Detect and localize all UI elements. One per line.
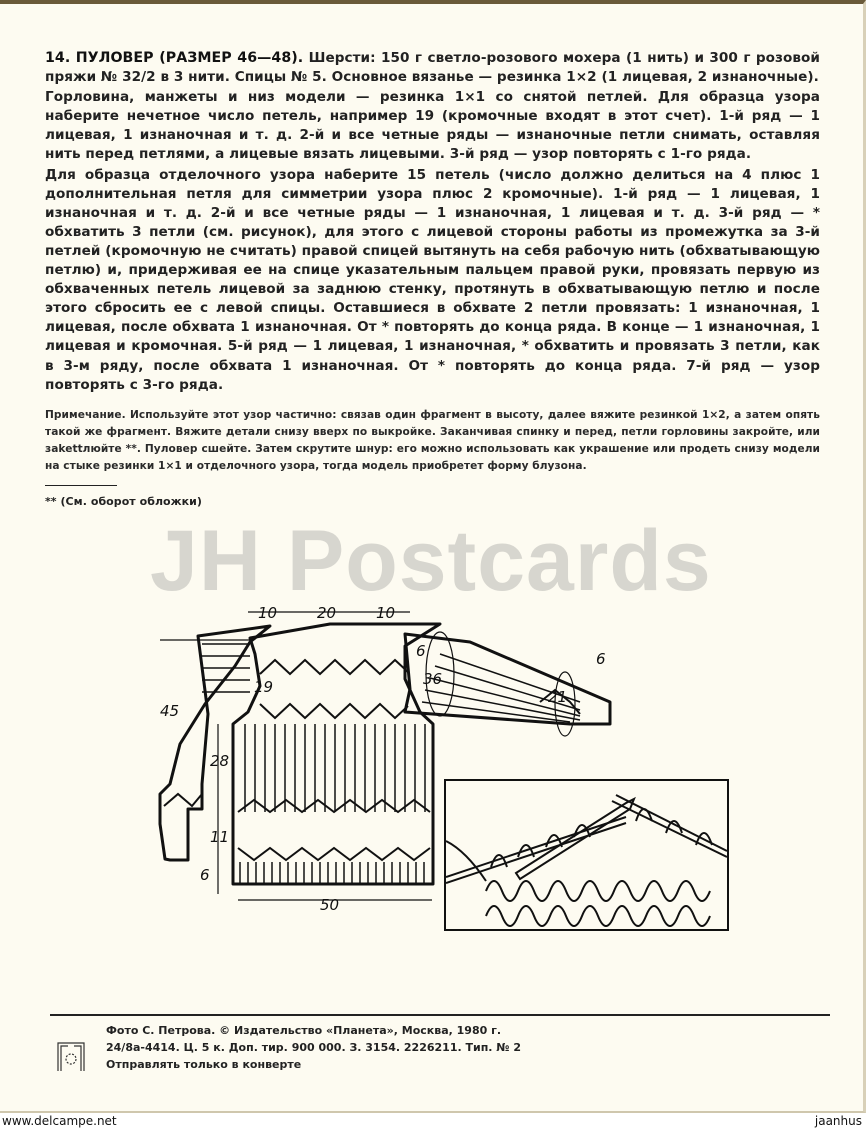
paragraph-rib-pattern: Горловина, манжеты и низ модели — резинка 1×1 со снятой петлей. Для образца узора наберите нечетное число петель, например 19 (кромочные входят в этот счет). 1-й ряд — 1 лицевая, 1 изнаночная и т. д. 2-й и все четные ряды — изнаночные петли снимать, оставляя нить перед петлями, а лицевые вязать лицевыми. 3-й ряд — узор повторять с 1-го ряда. — [45, 89, 820, 163]
footnote: ** (См. оборот обложки) — [45, 495, 203, 509]
pattern-number: 14. — [45, 50, 71, 66]
imprint-line-2: 24/8а-4414. Ц. 5 к. Доп. тир. 900 000. З. 3154. 2226211. Тип. № 2 — [106, 1041, 522, 1054]
dim-shoulder-right: 10 — [376, 604, 396, 622]
dim-cuff: 6 — [596, 650, 606, 668]
dim-hem-rib: 6 — [200, 866, 210, 884]
seller-name: jaanhus — [814, 1114, 862, 1128]
publisher-logo-icon — [56, 1039, 86, 1071]
knitting-needles-illustration — [446, 781, 727, 929]
paragraph-materials — [45, 49, 820, 87]
dim-sleeve-length: 45 — [160, 702, 180, 720]
dim-body-length: 28 — [210, 752, 230, 770]
stitch-illustration — [444, 779, 729, 931]
publisher-imprint — [106, 1022, 521, 1073]
paragraph-trim-pattern: Для образца отделочного узора наберите 15 петель (число должно делиться на 4 плюс 1 дополнительная петля для симметрии узора плюс 2 кромочные). 1-й ряд — 1 лицевая, 1 изнаночная и т. д. 2-й и все четные ряды — 1 изнаночная, 1 лицевая и т. д. 3-й ряд — * обхватить 3 петли (см. рисунок), для этого с лицевой стороны работы из промежутка за 3-й петлей (кромочную не считать) правой спицей вытянуть на себя рабочую нить (обхватывающую петлю) и, придерживая ее на спице указательным пальцем правой руки, провязать первую из обхваченных петель лицевой за заднюю стенку, протянуть в обхватывающую петлю и после этого сбросить ее с левой спицы. Оставшиеся в обхвате 2 петли провязать: 1 изнаночная, 1 лицевая, после обхвата 1 изнаночная. От * повторять до конца ряда. В конце — 1 изнаночная, 1 лицевая и кромочная. 5-й ряд — 1 лицевая, 1 изнаночная, * обхватить и провязать 3 петли, как в 3-м ряду, после обхвата 1 изнаночная. От * повторять до конца ряда. 7-й ряд — узор повторять с 3-го ряда. — [45, 166, 820, 393]
dim-width: 50 — [320, 896, 340, 914]
dim-sleeve-cap: 6 — [416, 642, 426, 660]
imprint-line-3: Отправлять только в конверте — [106, 1058, 302, 1071]
pattern-title: ПУЛОВЕР (РАЗМЕР 46—48). — [75, 50, 304, 66]
site-credit-bar — [0, 1113, 868, 1131]
imprint-line-1: Фото С. Петрова. © Издательство «Планета», Москва, 1980 г. — [106, 1024, 502, 1037]
materials-text: Шерсти: 150 г светло-розового мохера (1 нить) и 300 г розовой пряжи № 32/2 в 3 нити. Спицы № 5. Основное вязанье — резинка 1×2 (1 лицевая, 2 изнаночные). — [45, 50, 820, 86]
dim-shoulder-left: 10 — [258, 604, 278, 622]
dim-wrist: 21 — [548, 688, 568, 706]
footer-divider — [50, 1014, 830, 1016]
dim-upper-arm: 36 — [423, 670, 443, 688]
dim-neck-width: 20 — [317, 604, 337, 622]
pattern-instructions — [45, 49, 820, 511]
dim-pattern-band: 11 — [210, 828, 230, 846]
dim-armhole: 19 — [254, 678, 274, 696]
watermark: JH Postcards — [150, 513, 712, 609]
site-link[interactable]: www.delcampe.net — [2, 1114, 117, 1128]
left-sleeve-outline — [160, 626, 270, 860]
note-paragraph: Примечание. Используйте этот узор частично: связав один фрагмент в высоту, далее вяжите резинкой 1×2, а затем опять такой же фрагмент. Вяжите детали снизу вверх по выкройке. Заканчивая спинку и перед, петли горловины закройте, или заkettлюйте **. Пуловер сшейте. Затем скрутите шнур: его можно использовать как украшение или продеть снизу модели на стыке резинки 1×1 и отделочного узора, тогда модель приобретет форму блузона. — [45, 408, 820, 472]
footnote-divider — [45, 485, 117, 486]
